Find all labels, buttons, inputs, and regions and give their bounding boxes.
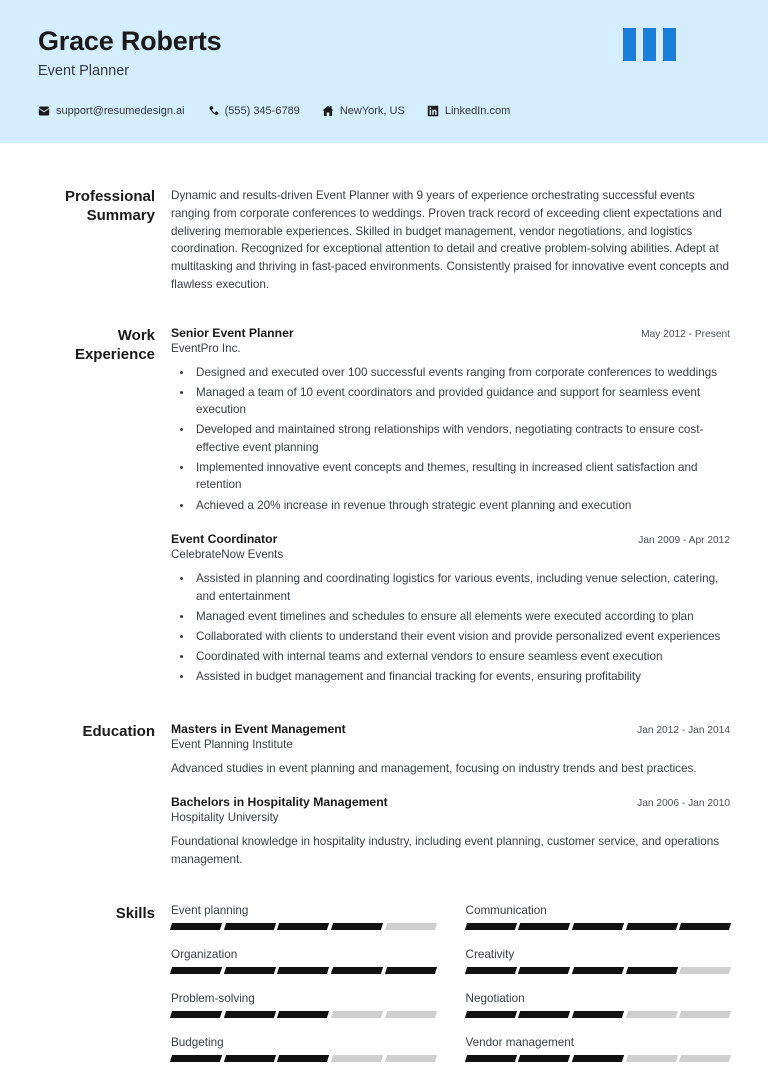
work-entry-organization: EventPro Inc.	[171, 341, 241, 355]
skill-level-segment	[572, 1055, 624, 1062]
skill-level-segment	[170, 1011, 222, 1018]
skill-item	[466, 948, 731, 974]
section-label-work: Work Experience	[74, 326, 155, 363]
skill-level-segment	[572, 1011, 624, 1018]
skill-level-segment	[518, 967, 570, 974]
education-content	[171, 722, 730, 869]
skill-level-segment	[679, 1055, 731, 1062]
logo-bar-1	[623, 28, 636, 61]
skill-level-segment	[224, 923, 276, 930]
skill-item	[466, 904, 731, 930]
skill-level-segment	[331, 1011, 383, 1018]
work-entry-head	[171, 326, 730, 340]
skill-level-segment	[679, 1011, 731, 1018]
list-item: • Managed a team of 10 event coordinators and provided guidance and support for seamless event execution	[193, 384, 730, 419]
linkedin-icon	[427, 105, 439, 117]
contact-location-text: NewYork, US	[339, 105, 405, 118]
work-entry-head	[171, 532, 730, 546]
candidate-job-title: Event Planner	[38, 63, 130, 80]
section-professional-summary	[38, 187, 730, 294]
skill-level-bar	[171, 1055, 436, 1062]
skill-name: Vendor management	[465, 1036, 575, 1050]
work-entry-bullets	[171, 570, 730, 685]
skill-level-segment	[331, 923, 383, 930]
contact-location[interactable]	[322, 105, 405, 117]
section-label-summary: Professional Summary	[64, 188, 155, 225]
contact-linkedin[interactable]	[427, 105, 510, 117]
list-item: • Coordinated with internal teams and external vendors to ensure seamless event execution	[193, 648, 730, 666]
skill-level-segment	[170, 923, 222, 930]
skill-level-segment	[277, 967, 329, 974]
logo-bar-2	[643, 28, 656, 61]
education-entry-title: Bachelors in Hospitality Management	[171, 795, 388, 810]
list-item: • Managed event timelines and schedules to ensure all elements were executed according to plan	[193, 608, 730, 626]
work-entry	[171, 532, 730, 685]
skill-level-segment	[331, 967, 383, 974]
work-entry-date: Jan 2009 - Apr 2012	[638, 535, 730, 547]
contact-email-text: support@resumedesign.ai	[56, 105, 185, 118]
skill-level-segment	[464, 1011, 516, 1018]
skills-content	[171, 904, 730, 1078]
work-entry-organization: CelebrateNow Events	[171, 548, 284, 562]
skill-level-segment	[572, 967, 624, 974]
skill-level-segment	[385, 967, 437, 974]
skill-level-segment	[385, 1011, 437, 1018]
skill-item	[171, 992, 436, 1018]
list-item: • Assisted in budget management and financial tracking for events, ensuring profitability	[193, 668, 730, 686]
skill-level-segment	[464, 1055, 516, 1062]
contact-linkedin-text: LinkedIn.com	[444, 105, 511, 118]
list-item: • Implemented innovative event concepts and themes, resulting in increased client satisfaction and retention	[193, 459, 730, 494]
work-entry-date: May 2012 - Present	[641, 328, 730, 340]
skill-item	[466, 992, 731, 1018]
skills-grid	[171, 904, 730, 1078]
skill-item	[466, 1036, 731, 1062]
education-entry	[171, 795, 730, 868]
list-item: • Assisted in planning and coordinating logistics for various events, including venue selection, catering, and entertainment	[193, 570, 730, 605]
work-entry-title: Senior Event Planner	[171, 325, 294, 340]
list-item: • Designed and executed over 100 successful events ranging from corporate conferences to weddings	[193, 364, 730, 382]
skill-level-bar	[171, 1011, 436, 1018]
summary-text: Dynamic and results-driven Event Planner with 9 years of experience orchestrating successful events ranging from corporate conferences to weddings. Proven track record of exceeding client expectations and delivering memorable experiences. Skilled in budget management, vendor negotiations, and logistics coordination. Recognized for exceptional attention to detail and creative problem-solving abilities. Adept at multitasking and thriving in fast-paced environments. Consistently praised for innovative event concepts and flawless execution.	[171, 189, 730, 291]
work-entry-title: Event Coordinator	[171, 532, 278, 547]
education-entry-date: Jan 2006 - Jan 2010	[637, 798, 730, 810]
skill-name: Negotiation	[465, 992, 525, 1006]
skill-level-segment	[625, 1055, 677, 1062]
skill-level-bar	[466, 1011, 731, 1018]
skill-level-bar	[171, 967, 436, 974]
logo-bar-3	[663, 28, 676, 61]
skill-level-segment	[224, 1011, 276, 1018]
contact-phone[interactable]	[207, 105, 300, 117]
skill-item	[171, 1036, 436, 1062]
skill-level-segment	[224, 1055, 276, 1062]
skill-level-segment	[277, 1011, 329, 1018]
resume-body	[0, 187, 768, 1078]
skill-level-segment	[385, 923, 437, 930]
skill-name: Communication	[465, 904, 547, 918]
education-entry-date: Jan 2012 - Jan 2014	[637, 724, 730, 736]
skill-level-segment	[464, 923, 516, 930]
candidate-name: Grace Roberts	[38, 26, 222, 56]
skill-level-bar	[466, 967, 731, 974]
skill-level-segment	[331, 1055, 383, 1062]
skill-level-segment	[679, 923, 731, 930]
section-label-education: Education	[82, 722, 155, 740]
envelope-icon	[38, 105, 50, 117]
education-entry-title: Masters in Event Management	[171, 721, 346, 736]
section-label-skills: Skills	[115, 905, 155, 923]
work-content	[171, 326, 730, 688]
contact-phone-text: (555) 345-6789	[224, 105, 300, 118]
skill-level-bar	[466, 1055, 731, 1062]
logo	[623, 28, 676, 61]
education-entry	[171, 722, 730, 778]
skill-level-segment	[170, 967, 222, 974]
home-icon	[322, 105, 334, 117]
resume-header	[0, 0, 768, 143]
skill-level-segment	[625, 967, 677, 974]
skill-level-segment	[518, 1055, 570, 1062]
skill-level-segment	[277, 1055, 329, 1062]
skill-level-segment	[625, 1011, 677, 1018]
skill-level-segment	[464, 967, 516, 974]
skill-item	[171, 904, 436, 930]
skill-name: Organization	[171, 948, 238, 962]
list-item: • Achieved a 20% increase in revenue through strategic event planning and execution	[193, 497, 730, 515]
section-education	[38, 722, 730, 869]
skill-level-bar	[466, 923, 731, 930]
summary-content	[171, 187, 730, 294]
skill-level-bar	[171, 923, 436, 930]
skill-level-segment	[224, 967, 276, 974]
list-item: • Collaborated with clients to understand their event vision and provide personalized event experiences	[193, 628, 730, 646]
section-work-experience	[38, 326, 730, 688]
education-entry-organization: Hospitality University	[171, 811, 279, 825]
work-entry	[171, 326, 730, 514]
skill-level-segment	[385, 1055, 437, 1062]
skill-name: Event planning	[171, 904, 249, 918]
skill-name: Budgeting	[171, 1036, 224, 1050]
list-item: • Developed and maintained strong relationships with vendors, negotiating contracts to ensure cost-effective event planning	[193, 421, 730, 456]
skill-level-segment	[518, 1011, 570, 1018]
education-entry-organization: Event Planning Institute	[171, 737, 293, 751]
contact-email[interactable]	[38, 105, 185, 117]
skill-level-segment	[679, 967, 731, 974]
education-entry-description: Foundational knowledge in hospitality industry, including event planning, customer service, and operations management.	[171, 835, 720, 866]
section-skills	[38, 904, 730, 1078]
skill-level-segment	[170, 1055, 222, 1062]
skill-name: Problem-solving	[171, 992, 255, 1006]
contact-row	[38, 105, 730, 117]
work-entry-bullets	[171, 364, 730, 514]
skill-level-segment	[277, 923, 329, 930]
phone-icon	[207, 105, 219, 117]
skill-level-segment	[518, 923, 570, 930]
education-entry-head	[171, 795, 730, 809]
skill-level-segment	[625, 923, 677, 930]
skill-name: Creativity	[465, 948, 515, 962]
education-entry-description: Advanced studies in event planning and management, focusing on industry trends and best practices.	[171, 761, 697, 775]
education-entry-head	[171, 722, 730, 736]
skill-item	[171, 948, 436, 974]
skill-level-segment	[572, 923, 624, 930]
